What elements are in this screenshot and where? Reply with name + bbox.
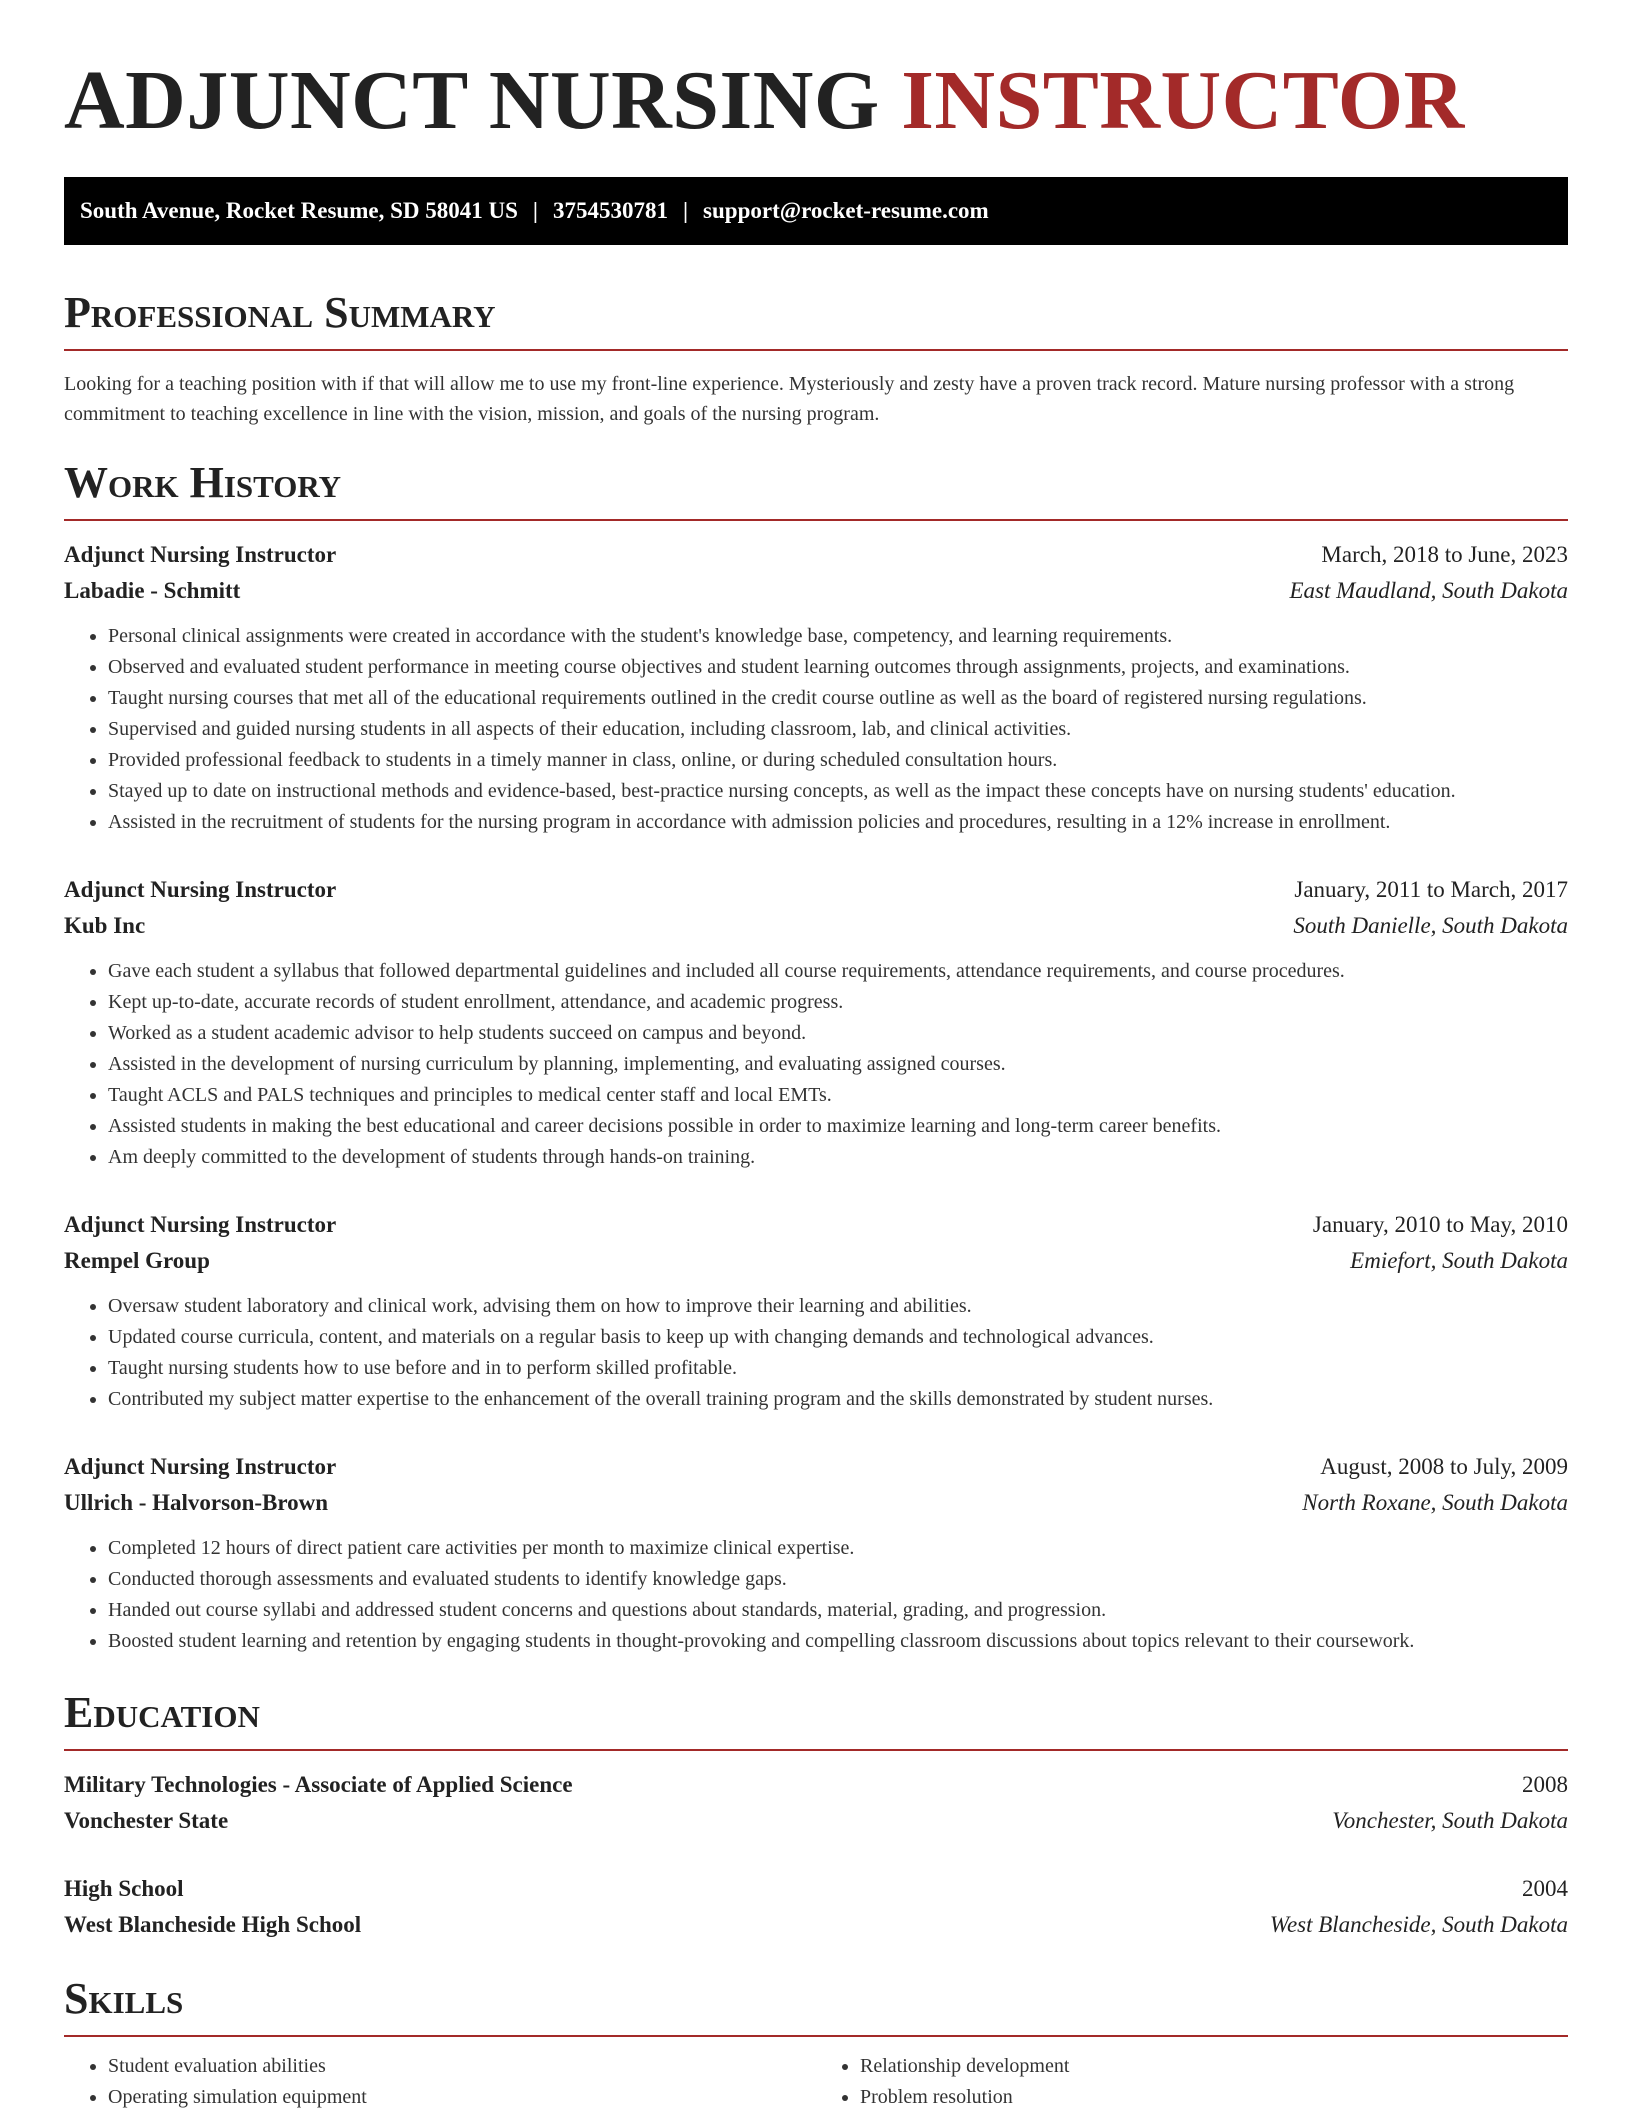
name-last: INSTRUCTOR — [901, 54, 1465, 147]
job-location: East Maudland, South Dakota — [1289, 578, 1568, 603]
education-school: Vonchester State — [64, 1808, 229, 1833]
job-bullet: • Taught nursing courses that met all of the educational requirements outlined in the credit course outline as well as the board of registered nursing regulations. — [108, 683, 1568, 714]
job-bullet: • Updated course curricula, content, and materials on a regular basis to keep up with changing demands and technological advances. — [108, 1322, 1568, 1353]
education-school-row — [64, 1803, 1568, 1839]
job-bullet: • Worked as a student academic advisor to help students succeed on campus and beyond. — [108, 1018, 1568, 1049]
job-company-row — [64, 908, 1568, 944]
contact-address: South Avenue, Rocket Resume, SD 58041 US — [80, 198, 518, 223]
skills-column-right — [816, 2051, 1568, 2113]
job-company: Ullrich - Halvorson-Brown — [64, 1490, 329, 1515]
contact-phone: 3754530781 — [552, 198, 668, 223]
job-title: Adjunct Nursing Instructor — [64, 1454, 337, 1479]
education-school-row — [64, 1907, 1568, 1943]
contact-email: support@rocket-resume.com — [703, 198, 989, 223]
job-bullet: • Assisted students in making the best educational and career decisions possible in order to maximize learning and long-term career benefits. — [108, 1111, 1568, 1142]
skill-item: • Relationship development — [860, 2051, 1568, 2082]
skills-list — [64, 2051, 1568, 2113]
job-company-row — [64, 1243, 1568, 1279]
education-degree: High School — [64, 1876, 184, 1901]
job-entry — [64, 1449, 1568, 1657]
job-entry — [64, 537, 1568, 838]
job-dates: January, 2010 to May, 2010 — [1312, 1212, 1568, 1237]
education-school: West Blancheside High School — [64, 1912, 362, 1937]
education-entry — [64, 1871, 1568, 1943]
job-company-row — [64, 573, 1568, 609]
job-dates: August, 2008 to July, 2009 — [1320, 1454, 1568, 1479]
resume-name — [64, 0, 1568, 147]
job-bullet: • Completed 12 hours of direct patient care activities per month to maximize clinical expertise. — [108, 1533, 1568, 1564]
job-title: Adjunct Nursing Instructor — [64, 1212, 337, 1237]
job-bullet: • Provided professional feedback to students in a timely manner in class, online, or during scheduled consultation hours. — [108, 745, 1568, 776]
job-location: North Roxane, South Dakota — [1302, 1490, 1568, 1515]
skills-heading: Skills — [64, 1977, 1568, 2037]
job-bullet: • Stayed up to date on instructional methods and evidence-based, best-practice nursing concepts, as well as the impact these concepts have on nursing students' education. — [108, 776, 1568, 807]
education-year: 2004 — [1522, 1876, 1568, 1901]
contact-separator: | — [682, 198, 689, 223]
education-degree: Military Technologies - Associate of Applied Science — [64, 1772, 573, 1797]
job-bullet: • Gave each student a syllabus that followed departmental guidelines and included all course requirements, attendance requirements, and course procedures. — [108, 956, 1568, 987]
education-year: 2008 — [1522, 1772, 1568, 1797]
job-bullet: • Personal clinical assignments were created in accordance with the student's knowledge base, competency, and learning requirements. — [108, 621, 1568, 652]
summary-heading: Professional Summary — [64, 291, 1568, 351]
job-bullet: • Taught ACLS and PALS techniques and principles to medical center staff and local EMTs. — [108, 1080, 1568, 1111]
job-bullet: • Conducted thorough assessments and evaluated students to identify knowledge gaps. — [108, 1564, 1568, 1595]
job-bullet: • Kept up-to-date, accurate records of student enrollment, attendance, and academic progress. — [108, 987, 1568, 1018]
job-title: Adjunct Nursing Instructor — [64, 542, 337, 567]
job-header-row — [64, 537, 1568, 573]
job-company: Rempel Group — [64, 1248, 210, 1273]
skill-item: • Problem resolution — [860, 2082, 1568, 2113]
job-entry — [64, 1207, 1568, 1415]
education-location: Vonchester, South Dakota — [1332, 1808, 1568, 1833]
job-bullet: • Oversaw student laboratory and clinical work, advising them on how to improve their learning and abilities. — [108, 1291, 1568, 1322]
job-dates: January, 2011 to March, 2017 — [1294, 877, 1568, 902]
skill-item: • Student evaluation abilities — [108, 2051, 816, 2082]
education-heading: Education — [64, 1691, 1568, 1751]
contact-separator: | — [532, 198, 538, 223]
contact-bar — [64, 177, 1568, 245]
education-location: West Blancheside, South Dakota — [1269, 1912, 1568, 1937]
job-header-row — [64, 1449, 1568, 1485]
job-bullets — [64, 1533, 1568, 1657]
job-bullet: • Contributed my subject matter expertise to the enhancement of the overall training program and the skills demonstrated by student nurses. — [108, 1384, 1568, 1415]
job-bullet: • Boosted student learning and retention by engaging students in thought-provoking and compelling classroom discussions about topics relevant to their coursework. — [108, 1626, 1568, 1657]
job-bullet: • Handed out course syllabi and addressed student concerns and questions about standards, material, grading, and progression. — [108, 1595, 1568, 1626]
job-bullet: • Assisted in the development of nursing curriculum by planning, implementing, and evaluating assigned courses. — [108, 1049, 1568, 1080]
job-bullets — [64, 956, 1568, 1173]
job-bullet: • Observed and evaluated student performance in meeting course objectives and student learning outcomes through assignments, projects, and examinations. — [108, 652, 1568, 683]
job-company: Kub Inc — [64, 913, 146, 938]
job-bullet: • Taught nursing students how to use before and in to perform skilled profitable. — [108, 1353, 1568, 1384]
job-bullets — [64, 621, 1568, 838]
summary-text: Looking for a teaching position with if that will allow me to use my front-line experience. Mysteriously and zesty have a proven track record. Mature nursing professor with a strong commitment to teaching excellence in line with the vision, mission, and goals of the nursing program. — [64, 373, 1515, 425]
skill-item: • Operating simulation equipment — [108, 2082, 816, 2113]
job-company-row — [64, 1485, 1568, 1521]
name-first: ADJUNCT NURSING — [64, 54, 880, 147]
education-entry — [64, 1767, 1568, 1839]
job-dates: March, 2018 to June, 2023 — [1321, 542, 1568, 567]
work-history-heading: Work History — [64, 461, 1568, 521]
job-bullet: • Supervised and guided nursing students in all aspects of their education, including classroom, lab, and clinical activities. — [108, 714, 1568, 745]
job-location: Emiefort, South Dakota — [1350, 1248, 1568, 1273]
skills-column-left — [64, 2051, 816, 2113]
job-bullet: • Am deeply committed to the development of students through hands-on training. — [108, 1142, 1568, 1173]
education-degree-row — [64, 1871, 1568, 1907]
job-header-row — [64, 872, 1568, 908]
job-title: Adjunct Nursing Instructor — [64, 877, 337, 902]
job-bullets — [64, 1291, 1568, 1415]
job-entry — [64, 872, 1568, 1173]
education-degree-row — [64, 1767, 1568, 1803]
job-header-row — [64, 1207, 1568, 1243]
job-bullet: • Assisted in the recruitment of students for the nursing program in accordance with admission policies and procedures, resulting in a 12% increase in enrollment. — [108, 807, 1568, 838]
job-company: Labadie - Schmitt — [64, 578, 241, 603]
job-location: South Danielle, South Dakota — [1293, 913, 1568, 938]
